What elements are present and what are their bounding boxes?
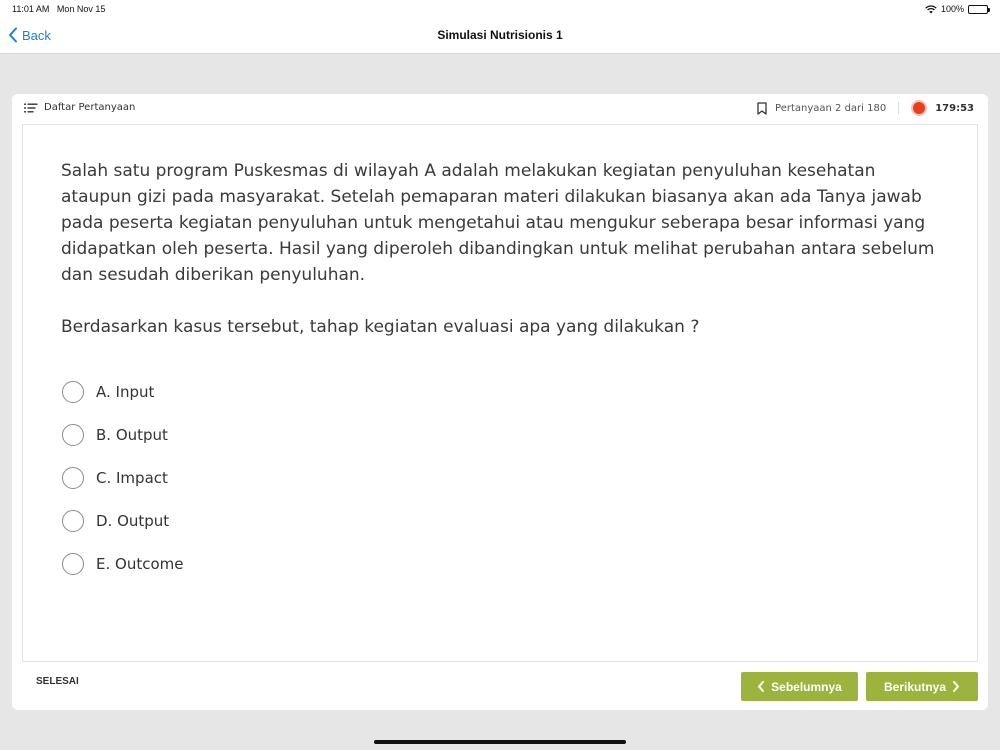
status-clock: 11:01 AM bbox=[12, 4, 50, 14]
home-indicator[interactable] bbox=[374, 740, 626, 744]
answer-option-a[interactable] bbox=[62, 370, 183, 413]
option-label: C. Impact bbox=[96, 468, 168, 487]
card-footer bbox=[12, 662, 988, 710]
answer-options bbox=[62, 370, 183, 585]
timer-indicator-icon bbox=[911, 100, 927, 116]
question-card bbox=[12, 94, 988, 710]
answer-option-b[interactable] bbox=[62, 413, 183, 456]
radio-button[interactable] bbox=[62, 510, 84, 532]
option-label: A. Input bbox=[96, 382, 155, 401]
status-indicators bbox=[925, 4, 988, 14]
previous-button[interactable] bbox=[741, 672, 858, 701]
question-progress: Pertanyaan 2 dari 180 bbox=[775, 102, 887, 114]
radio-button[interactable] bbox=[62, 381, 84, 403]
countdown-timer: 179:53 bbox=[935, 102, 974, 114]
option-label: E. Outcome bbox=[96, 554, 184, 573]
status-bar bbox=[0, 0, 1000, 18]
header-divider bbox=[898, 102, 899, 114]
option-label: D. Output bbox=[96, 511, 170, 530]
battery-icon bbox=[968, 5, 988, 14]
chevron-right-icon bbox=[952, 681, 960, 692]
chevron-left-icon bbox=[757, 681, 765, 692]
header-status bbox=[757, 100, 974, 116]
answer-option-d[interactable] bbox=[62, 499, 183, 542]
question-text: Salah satu program Puskesmas di wilayah A adalah melakukan kegiatan penyuluhan kesehatan ataupun gizi pada masyarakat. Setelah pemaparan materi dilakukan biasanya akan ada Tanya jawab pada peserta kegiatan penyuluhan untuk mengetahui atau mengukur seberapa besar informasi yang didapatkan oleh peserta. Hasil yang diperoleh dibandingkan untuk melihat perubahan antara sebelum dan sesudah diberikan penyuluhan. bbox=[61, 161, 935, 285]
navigation-bar bbox=[0, 18, 1000, 54]
previous-label: Sebelumnya bbox=[771, 679, 842, 694]
question-list-button[interactable] bbox=[24, 102, 135, 113]
question-prompt: Berdasarkan kasus tersebut, tahap kegiatan evaluasi apa yang dilakukan ? bbox=[61, 317, 700, 337]
question-list-label: Daftar Pertanyaan bbox=[44, 102, 136, 113]
page-title: Simulasi Nutrisionis 1 bbox=[437, 28, 563, 42]
back-label: Back bbox=[22, 27, 51, 43]
status-time bbox=[12, 4, 105, 14]
finish-button[interactable]: SELESAI bbox=[36, 676, 79, 687]
battery-percent: 100% bbox=[940, 4, 964, 14]
status-date: Mon Nov 15 bbox=[56, 4, 106, 14]
answer-option-c[interactable] bbox=[62, 456, 183, 499]
card-header bbox=[12, 94, 988, 124]
question-content bbox=[22, 124, 978, 662]
option-label: B. Output bbox=[96, 425, 168, 444]
radio-button[interactable] bbox=[62, 467, 84, 489]
answer-option-e[interactable] bbox=[62, 542, 183, 585]
radio-button[interactable] bbox=[62, 553, 84, 575]
next-label: Berikutnya bbox=[883, 679, 947, 694]
radio-button[interactable] bbox=[62, 424, 84, 446]
list-icon bbox=[24, 103, 38, 113]
bookmark-icon[interactable] bbox=[757, 102, 767, 115]
next-button[interactable] bbox=[866, 672, 978, 701]
wifi-icon bbox=[925, 5, 937, 14]
